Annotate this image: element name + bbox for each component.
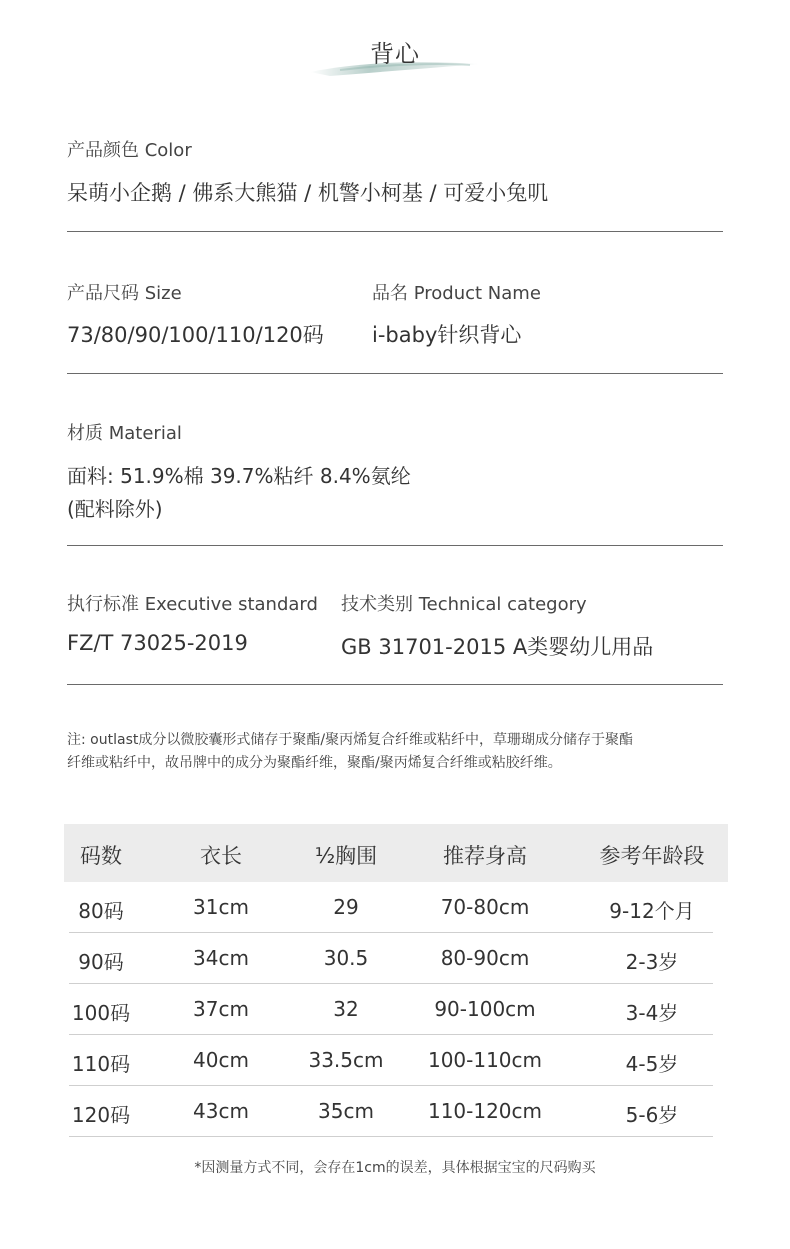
standard-label: 执行标准 Executive standard [67, 594, 318, 615]
table-cell: 120码 [71, 1103, 131, 1127]
header-cell: 推荐身高 [443, 844, 527, 868]
size-value: 73/80/90/100/110/120码 [67, 323, 324, 347]
footer-note: *因测量方式不同，会存在1cm的误差，具体根据宝宝的尺码购买 [194, 1160, 596, 1176]
header-cell: 码数 [80, 844, 122, 868]
table-cell: 9-12个月 [609, 899, 695, 923]
table-cell: 90码 [78, 950, 124, 974]
table-row [64, 1035, 728, 1086]
material-label: 材质 Material [67, 423, 182, 444]
table-row [64, 933, 728, 984]
divider [67, 545, 723, 546]
table-cell: 37cm [193, 997, 249, 1021]
table-cell: 4-5岁 [625, 1052, 679, 1076]
table-cell: 80-90cm [440, 946, 530, 970]
color-label: 产品颜色 Color [67, 140, 192, 161]
table-cell: 29 [333, 895, 359, 919]
table-cell: 31cm [193, 895, 249, 919]
table-cell: 30.5 [323, 946, 369, 970]
divider [67, 373, 723, 374]
row-divider [69, 1136, 713, 1137]
table-cell: 33.5cm [308, 1048, 384, 1072]
table-header [64, 824, 728, 882]
material-note: (配料除外) [67, 497, 163, 521]
table-row [64, 882, 728, 933]
note-line: 注: outlast成分以微胶囊形式储存于聚酯/聚丙烯复合纤维或粘纤中，草珊瑚成分储存于聚酯 [67, 732, 634, 748]
table-row [64, 1086, 728, 1137]
table-cell: 2-3岁 [625, 950, 679, 974]
material-value: 面料: 51.9%棉 39.7%粘纤 8.4%氨纶 [67, 464, 411, 488]
size-label: 产品尺码 Size [67, 283, 182, 304]
table-cell: 70-80cm [440, 895, 530, 919]
table-cell: 80码 [78, 899, 124, 923]
table-cell: 35cm [318, 1099, 374, 1123]
table-cell: 100-110cm [427, 1048, 543, 1072]
divider [67, 684, 723, 685]
product-name-label: 品名 Product Name [372, 283, 541, 304]
size-table [64, 824, 728, 1137]
header-cell: 衣长 [200, 844, 242, 868]
page-title: 背心 [370, 40, 420, 68]
tech-label: 技术类别 Technical category [341, 594, 587, 615]
table-cell: 3-4岁 [625, 1001, 679, 1025]
table-row [64, 984, 728, 1035]
table-cell: 40cm [193, 1048, 249, 1072]
table-cell: 110码 [71, 1052, 131, 1076]
table-cell: 43cm [193, 1099, 249, 1123]
note-text [67, 729, 747, 775]
product-name-value: i-baby针织背心 [372, 323, 522, 347]
tech-value: GB 31701-2015 A类婴幼儿用品 [341, 635, 654, 659]
note-line: 纤维或粘纤中，故吊牌中的成分为聚酯纤维，聚酯/聚丙烯复合纤维或粘胶纤维。 [67, 755, 562, 771]
header-cell: 参考年龄段 [599, 844, 705, 868]
table-cell: 5-6岁 [625, 1103, 679, 1127]
table-cell: 34cm [193, 946, 249, 970]
standard-value: FZ/T 73025-2019 [67, 631, 248, 655]
table-cell: 90-100cm [434, 997, 536, 1021]
table-cell: 32 [333, 997, 359, 1021]
divider [67, 231, 723, 232]
table-cell: 100码 [71, 1001, 131, 1025]
header-cell: ½胸围 [314, 844, 378, 868]
table-cell: 110-120cm [427, 1099, 543, 1123]
color-value: 呆萌小企鹅 / 佛系大熊猫 / 机警小柯基 / 可爱小兔叽 [67, 181, 549, 205]
